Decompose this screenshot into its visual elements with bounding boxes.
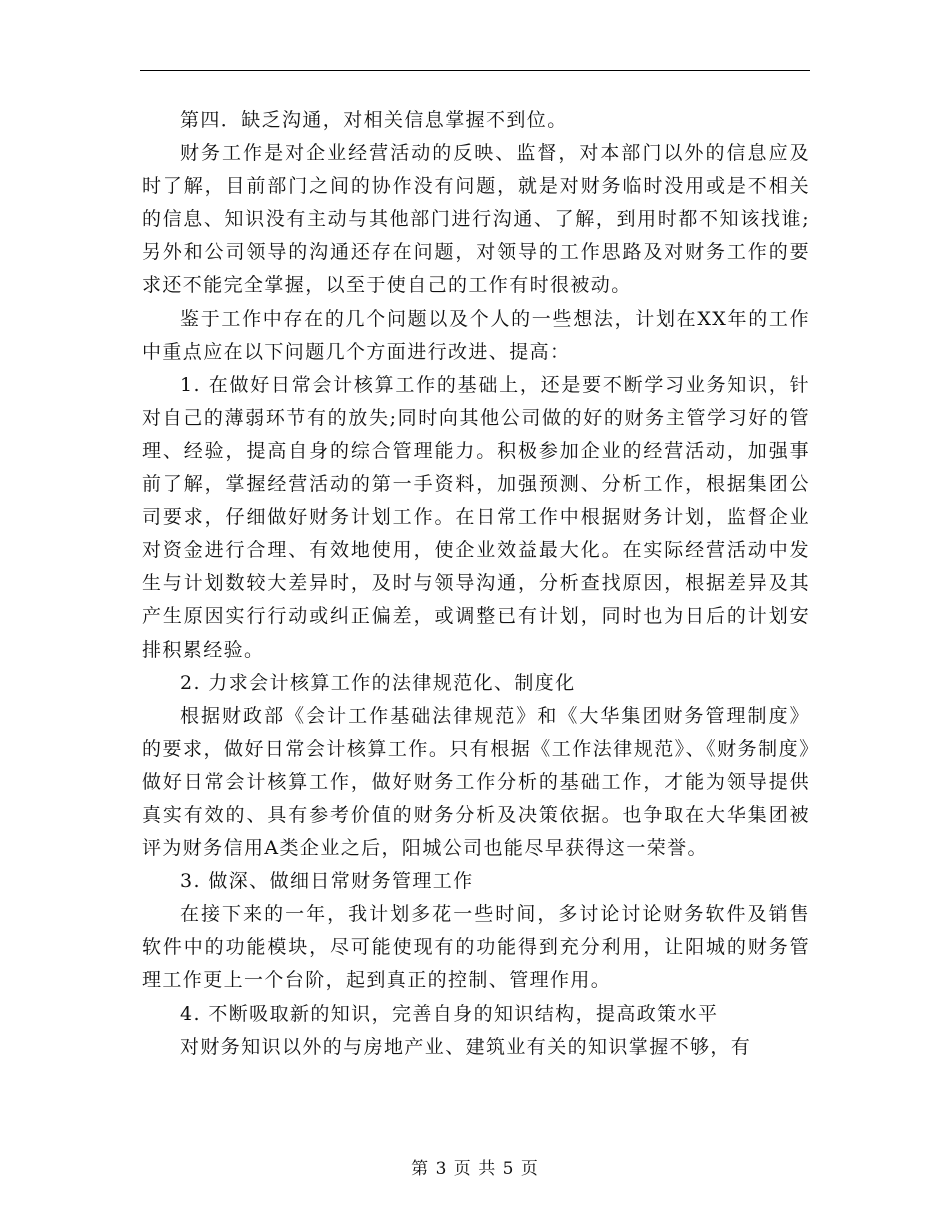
paragraph-section-four: 第四．缺乏沟通，对相关信息掌握不到位。 [180,109,568,131]
paragraph-item-3-heading: 3. 做深、做细日常财务管理工作 [180,870,474,893]
header-rule [140,70,810,71]
paragraph-item-1: 1. 在做好日常会计核算工作的基础上，还是要不断学习业务知识，针对自己的薄弱环节有的放失;同时向其他公司做的好的财务主管学习好的管理、经验，提高自身的综合管理能力。积极参加企业的经营活动，加强事前了解，掌握经营活动的第一手资料，加强预测、分析工作，根据集团公司要求，仔细做好财务计划工作。在日常工作中根据财务计划，监督企业对资金进行合理、有效地使用，使企业效益最大化。在实际经营活动中发生与计划数较大差异时，及时与领导沟通，分析查找原因，根据差异及其产生原因实行行动或纠正偏差，或调整已有计划，同时也为日后的计划安排积累经验。 [142,373,810,661]
paragraph-communication: 财务工作是对企业经营活动的反映、监督，对本部门以外的信息应及时了解，目前部门之间的协作没有问题，就是对财务临时没用或是不相关的信息、知识没有主动与其他部门进行沟通、了解，到用时都不知该找谁;另外和公司领导的沟通还存在问题，对领导的工作思路及对财务工作的要求还不能完全掌握，以至于使自己的工作有时很被动。 [142,142,810,297]
document-body [142,104,810,1064]
paragraph-plan-intro: 鉴于工作中存在的几个问题以及个人的一些想法，计划在XX年的工作中重点应在以下问题几个方面进行改进、提高： [142,307,810,363]
paragraph-item-2-heading: 2. 力求会计核算工作的法律规范化、制度化 [180,671,576,694]
paragraph-item-2-body: 根据财政部《会计工作基础法律规范》和《大华集团财务管理制度》的要求，做好日常会计核算工作。只有根据《工作法律规范》、《财务制度》做好日常会计核算工作，做好财务工作分析的基础工作，才能为领导提供真实有效的、具有参考价值的财务分析及决策依据。也争取在大华集团被评为财务信用A类企业之后，阳城公司也能尽早获得这一荣誉。 [142,704,810,860]
page-number: 第 3 页 共 5 页 [411,1159,539,1179]
paragraph-item-3-body: 在接下来的一年，我计划多花一些时间，多讨论讨论财务软件及销售软件中的功能模块，尽可能使现有的功能得到充分利用，让阳城的财务管理工作更上一个台阶，起到真正的控制、管理作用。 [142,903,810,992]
paragraph-item-4-heading: 4. 不断吸取新的知识，完善自身的知识结构，提高政策水平 [180,1002,719,1025]
paragraph-item-4-body: 对财务知识以外的与房地产业、建筑业有关的知识掌握不够，有 [180,1035,752,1058]
